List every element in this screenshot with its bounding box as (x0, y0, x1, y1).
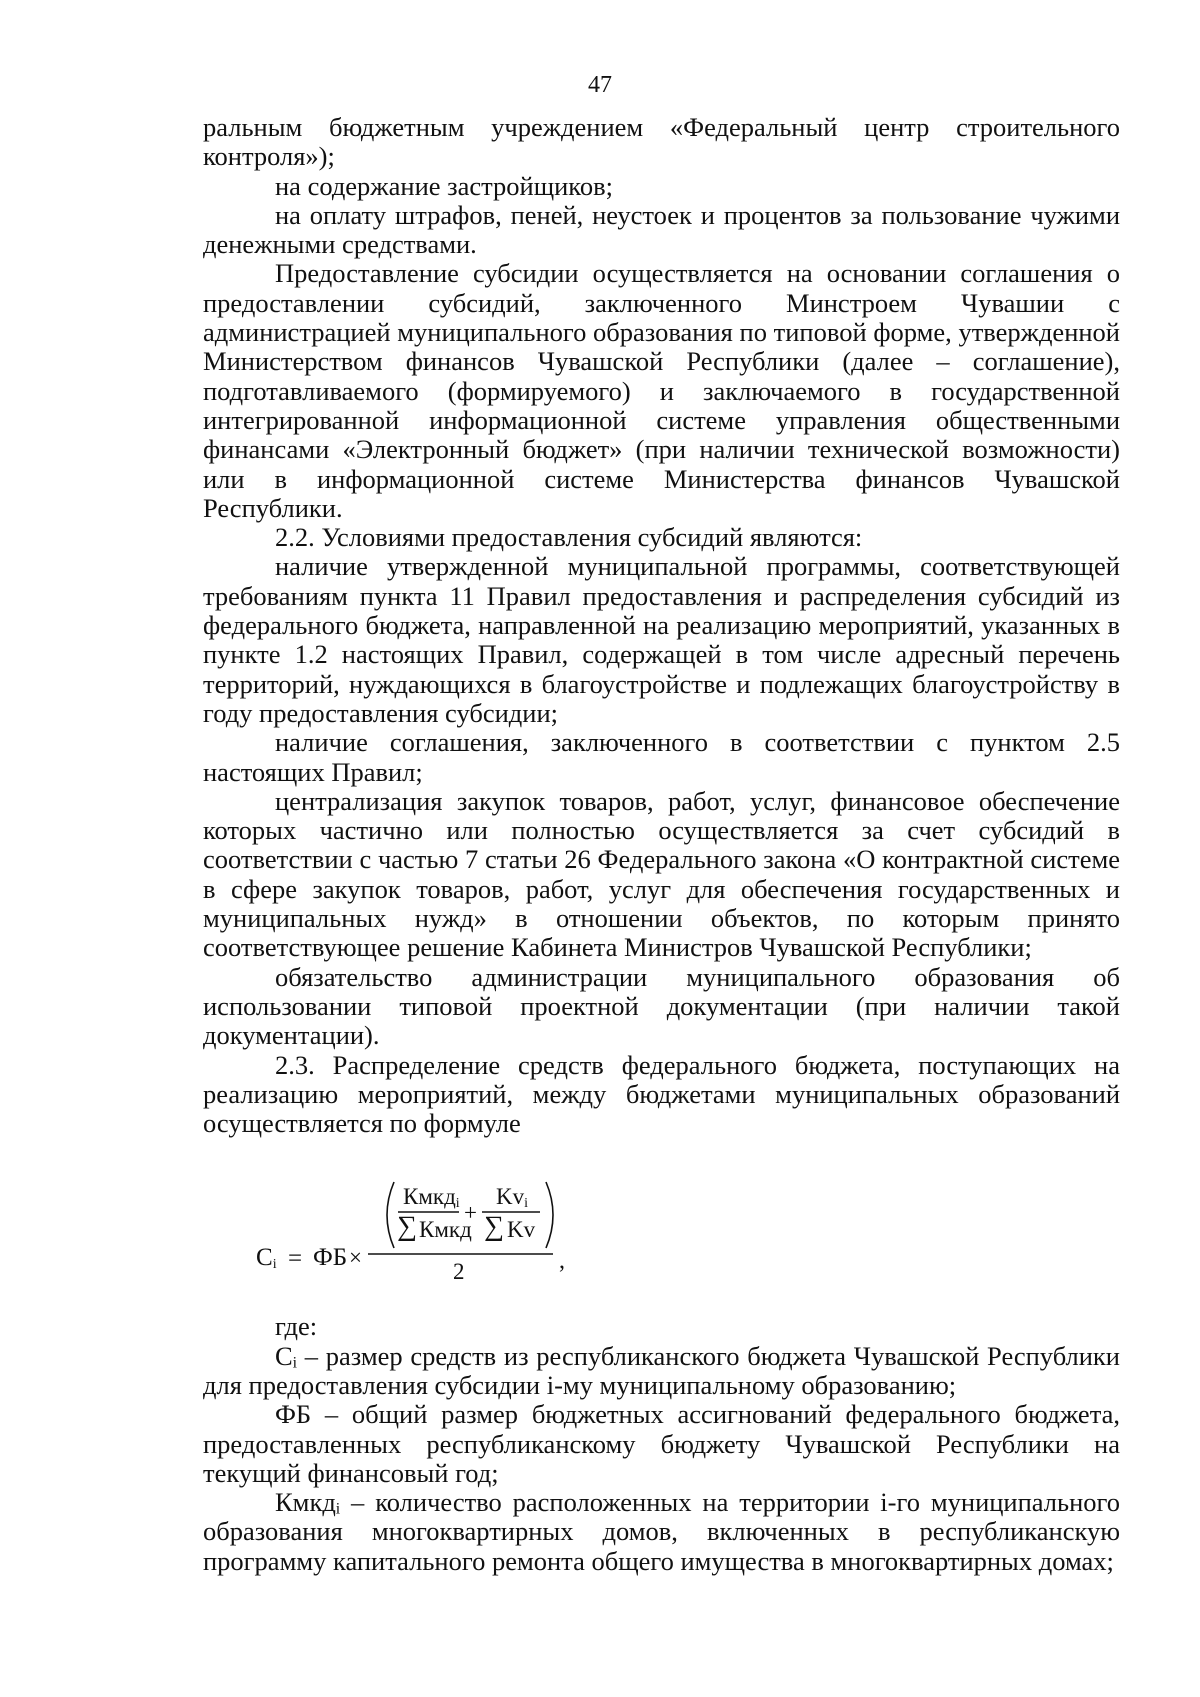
paragraph: на оплату штрафов, пеней, неустоек и процентов за пользование чужими денежными средствами. (203, 199, 1120, 260)
formula-plus: + (464, 1200, 477, 1226)
paragraph: на содержание застройщиков; (275, 170, 613, 201)
sum-icon: ∑ (484, 1211, 504, 1243)
paragraph: централизация закупок товаров, работ, услуг, финансовое обеспечение которых частично или полностью осуществляется за счет субсидий в соответствии с частью 7 статьи 26 Федерального закона «О контрактной системе в сфере закупок товаров, работ, услуг для обеспечения государственных и муниципальных нужд» в отношении объектов, по которым принято соответствующее решение Кабинета Министров Чувашской Республики; (203, 785, 1120, 963)
formula-times: × (349, 1245, 362, 1271)
section-heading: 2.2. Условиями предоставления субсидий являются: (275, 522, 863, 553)
distribution-formula (203, 1138, 1120, 1312)
sum-icon: ∑ (397, 1211, 417, 1243)
paragraph: наличие соглашения, заключенного в соответствии с пунктом 2.5 настоящих Правил; (203, 727, 1120, 787)
paragraph: ральным бюджетным учреждением «Федеральный центр строительного контроля»); (203, 112, 1120, 172)
formula-kmkd-denominator: Кмкд (419, 1217, 472, 1243)
paragraph: где: (275, 1311, 318, 1342)
paragraph: Сᵢ – размер средств из республиканского бюджета Чувашской Республики для предоставления субсидии i-му муниципальному образованию; (203, 1340, 1120, 1400)
formula-lhs: $C_i$ (256, 1244, 277, 1273)
paragraph: обязательство администрации муниципального образования об использовании типовой проектной документации (при наличии такой документации). (203, 961, 1120, 1051)
formula-comma: , (559, 1248, 565, 1275)
paragraph: ФБ – общий размер бюджетных ассигнований федерального бюджета, предоставленных республиканскому бюджету Чувашской Республики на текущий финансовый год; (203, 1399, 1120, 1488)
paragraph: Кмкдᵢ – количество расположенных на территории i-го муниципального образования многоквартирных домов, включенных в республиканскую программу капитального ремонта общего имущества в многоквартирных домах; (203, 1487, 1120, 1576)
formula-kv-denominator: Kv (507, 1217, 536, 1243)
paragraph: наличие утвержденной муниципальной программы, соответствующей требованиям пункта 11 Правил предоставления и распределения субсидий из федерального бюджета, направленной на реализацию мероприятий, указанных в пункте 1.2 настоящих Правил, содержащей в том числе адресный перечень территорий, нуждающихся в благоустройстве и подлежащих благоустройству в году предоставления субсидии; (203, 551, 1120, 728)
formula-equals: = (288, 1245, 303, 1273)
left-paren (387, 1182, 394, 1248)
formula-fb: ФБ (313, 1244, 348, 1272)
right-paren (546, 1182, 553, 1248)
formula-denominator: 2 (453, 1259, 465, 1285)
document-body (203, 113, 1120, 1576)
formula-kv-numerator: $Kv_i$ (496, 1184, 529, 1212)
formula-kmkd-numerator: Кмкд$_i$ (403, 1184, 460, 1212)
paragraph: Предоставление субсидии осуществляется на основании соглашения о предоставлении субсидий, заключенного Минстроем Чувашии с администрацией муниципального образования по типовой форме, утвержденной Министерством финансов Чувашской Республики (далее – соглашение), подготавливаемого (формируемого) и заключаемого в государственной интегрированной информационной системе управления общественными финансами «Электронный бюджет» (при наличии технической возможности) или в информационной системе Министерства финансов Чувашской Республики. (203, 258, 1120, 523)
formula-lines (203, 1138, 1120, 1312)
paragraph: 2.3. Распределение средств федерального бюджета, поступающих на реализацию мероприятий, между бюджетами муниципальных образований осуществляется по формуле (203, 1049, 1120, 1139)
page-number: 47 (588, 72, 612, 98)
